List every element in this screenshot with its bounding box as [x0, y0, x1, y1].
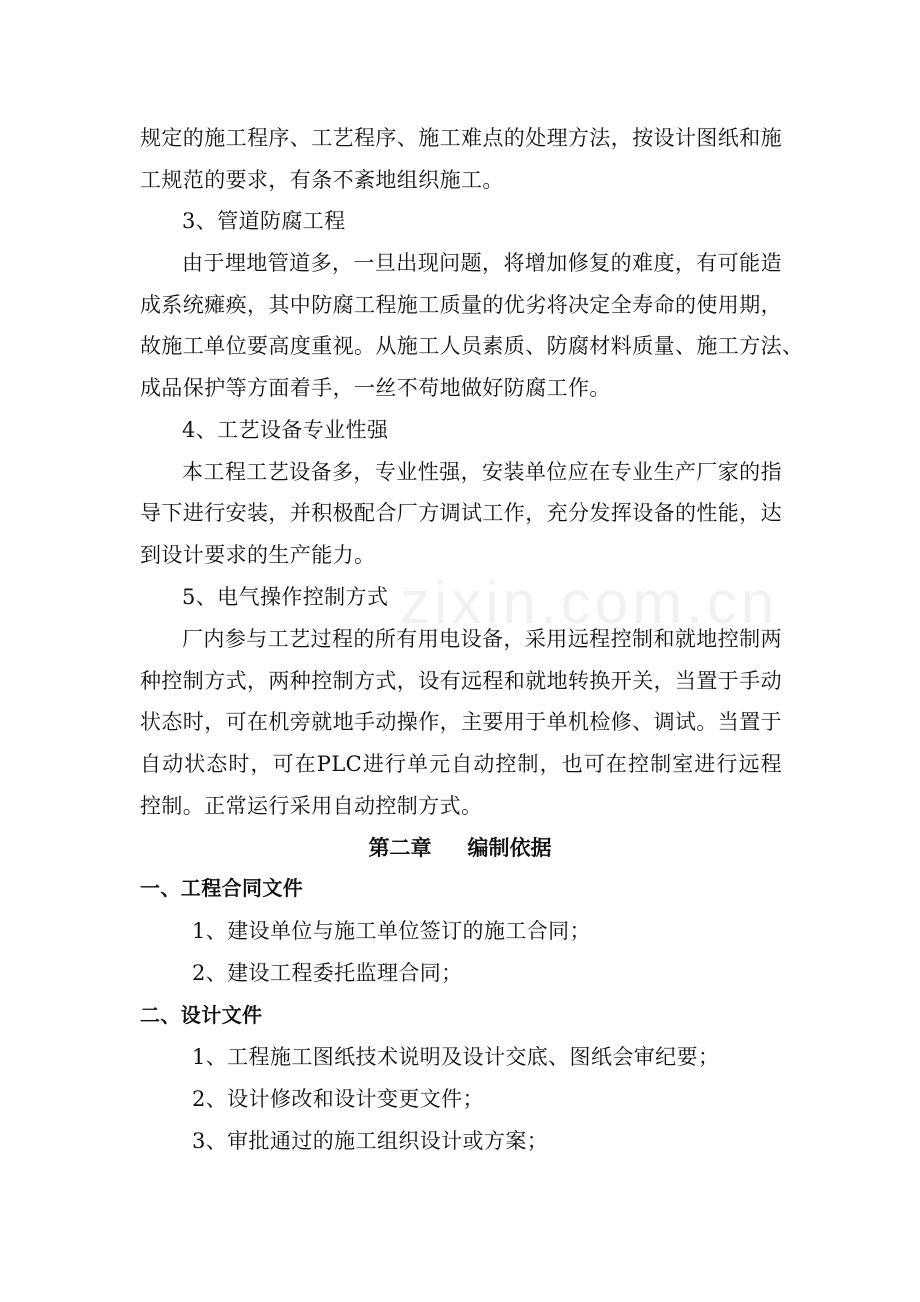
paragraph-line: 成系统瘫痪，其中防腐工程施工质量的优劣将决定全寿命的使用期，	[140, 293, 782, 317]
paragraph-line: 导下进行安装，并积极配合厂方调试工作，充分发挥设备的性能，达	[140, 501, 782, 525]
paragraph-line: 本工程工艺设备多，专业性强，安装单位应在专业生产厂家的指	[182, 460, 782, 484]
chapter-number: 第二章	[368, 835, 432, 860]
paragraph-line: 控制。正常运行采用自动控制方式。	[140, 794, 483, 818]
paragraph-line: 工规范的要求，有条不紊地组织施工。	[140, 168, 504, 192]
paragraph-line: 到设计要求的生产能力。	[140, 543, 376, 567]
paragraph-line: 由于埋地管道多，一旦出现问题，将增加修复的难度，有可能造	[182, 251, 782, 275]
paragraph-line: 规定的施工程序、工艺程序、施工难点的处理方法，按设计图纸和施	[140, 126, 782, 150]
section-heading-contract: 一、工程合同文件	[140, 876, 304, 900]
paragraph-line: 故施工单位要高度重视。从施工人员素质、防腐材料质量、施工方法、	[140, 334, 804, 358]
list-item: 2、设计修改和设计变更文件；	[192, 1087, 484, 1111]
chapter-heading	[0, 828, 920, 868]
paragraph-line: 成品保护等方面着手，一丝不苟地做好防腐工作。	[140, 376, 611, 400]
paragraph-line: 状态时，可在机旁就地手动操作，主要用于单机检修、调试。当置于	[140, 710, 782, 734]
watermark: zixin.com.cn	[400, 569, 779, 636]
paragraph-line: 自动状态时，可在PLC进行单元自动控制，也可在控制室进行远程	[140, 752, 782, 776]
section-heading-design: 二、设计文件	[140, 1003, 263, 1027]
paragraph-line: 种控制方式，两种控制方式，设有远程和就地转换开关，当置于手动	[140, 669, 782, 693]
chapter-title: 编制依据	[467, 835, 552, 860]
section-title-3: 3、管道防腐工程	[182, 209, 346, 233]
list-item: 3、审批通过的施工组织设计或方案；	[192, 1129, 549, 1153]
paragraph-line: 厂内参与工艺过程的所有用电设备，采用远程控制和就地控制两	[182, 627, 782, 651]
section-title-4: 4、工艺设备专业性强	[182, 418, 389, 442]
list-item: 1、建设单位与施工单位签订的施工合同；	[192, 919, 591, 943]
section-title-5: 5、电气操作控制方式	[182, 585, 389, 609]
list-item: 1、工程施工图纸技术说明及设计交底、图纸会审纪要；	[192, 1045, 720, 1069]
list-item: 2、建设工程委托监理合同；	[192, 961, 463, 985]
